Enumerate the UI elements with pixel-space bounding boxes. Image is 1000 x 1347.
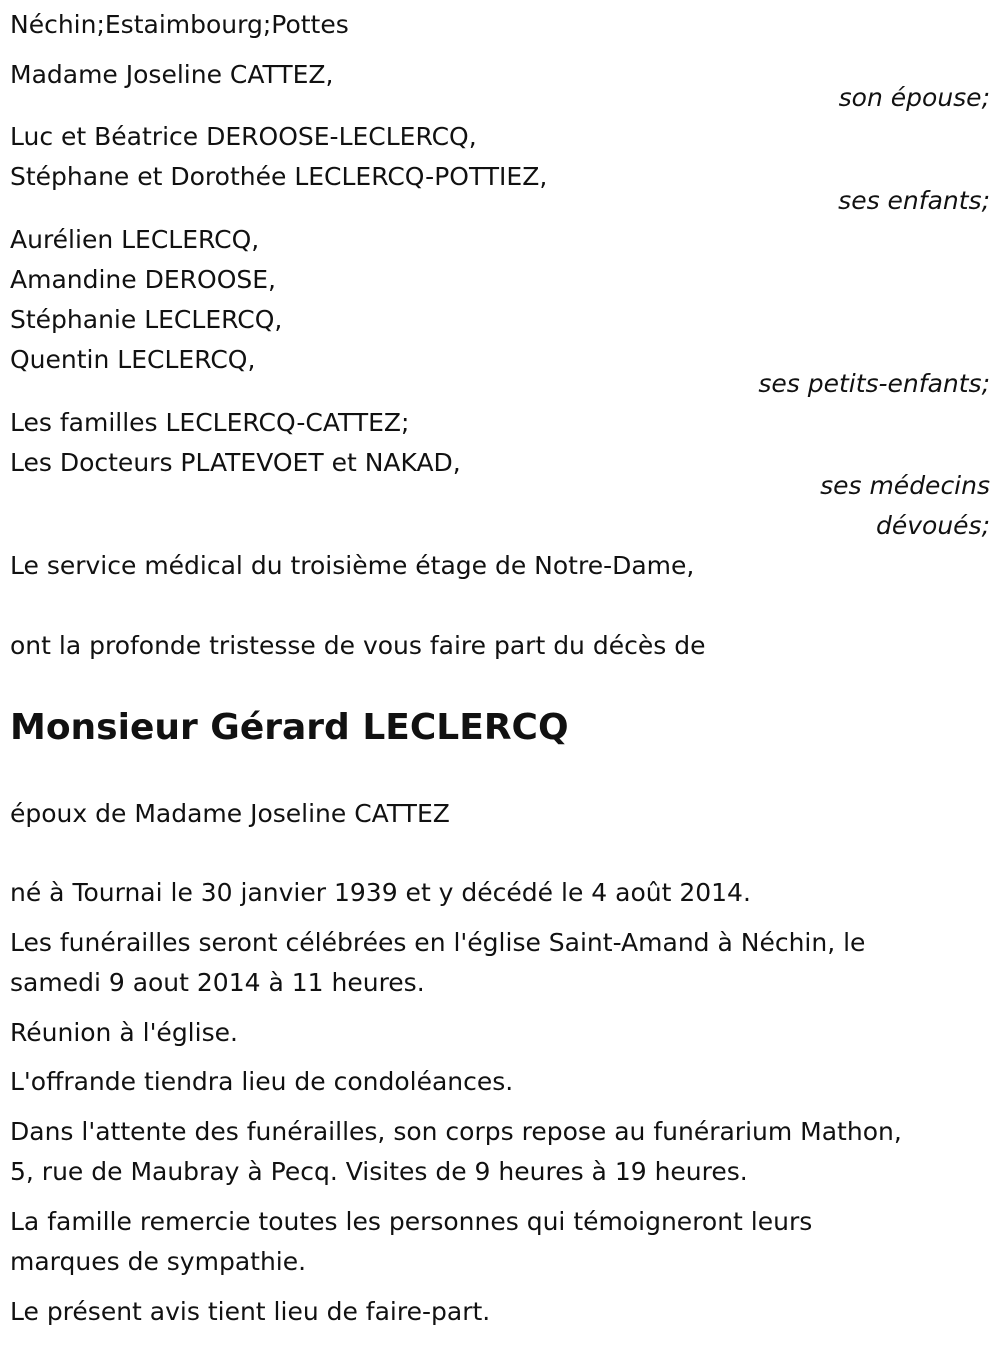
birth-death: né à Tournai le 30 janvier 1939 et y décédé le 4 août 2014.	[10, 878, 751, 907]
spouse-of: époux de Madame Joseline CATTEZ	[10, 799, 450, 828]
funeral-details: samedi 9 aout 2014 à 11 heures.	[10, 968, 425, 997]
child-name: Stéphane et Dorothée LECLERCQ-POTTIEZ,	[10, 162, 548, 191]
doctors-name: Les Docteurs PLATEVOET et NAKAD,	[10, 448, 461, 477]
children-relation: ses enfants;	[838, 186, 990, 215]
deceased-name: Monsieur Gérard LECLERCQ	[10, 707, 569, 748]
spouse-name: Madame Joseline CATTEZ,	[10, 60, 334, 89]
rest-details: 5, rue de Maubray à Pecq. Visites de 9 heures à 19 heures.	[10, 1157, 748, 1186]
announcement-intro: ont la profonde tristesse de vous faire part du décès de	[10, 631, 706, 660]
thanks-message: marques de sympathie.	[10, 1247, 307, 1276]
localities: Néchin;Estaimbourg;Pottes	[10, 10, 349, 39]
service-line: Le service médical du troisième étage de Notre-Dame,	[10, 551, 695, 580]
grandchildren-relation: ses petits-enfants;	[758, 369, 990, 398]
spouse-relation: son épouse;	[838, 83, 990, 112]
families-line: Les familles LECLERCQ-CATTEZ;	[10, 408, 410, 437]
doctors-relation: dévoués;	[875, 511, 990, 540]
meeting-info: Réunion à l'église.	[10, 1018, 238, 1047]
doctors-relation: ses médecins	[820, 471, 990, 500]
child-name: Luc et Béatrice DEROOSE-LECLERCQ,	[10, 122, 477, 151]
notice-line: Le présent avis tient lieu de faire-part.	[10, 1297, 491, 1326]
grandchild-name: Aurélien LECLERCQ,	[10, 225, 260, 254]
funeral-details: Les funérailles seront célébrées en l'église Saint-Amand à Néchin, le	[10, 928, 866, 957]
grandchild-name: Stéphanie LECLERCQ,	[10, 305, 283, 334]
grandchild-name: Amandine DEROOSE,	[10, 265, 276, 294]
grandchild-name: Quentin LECLERCQ,	[10, 345, 256, 374]
offering-info: L'offrande tiendra lieu de condoléances.	[10, 1067, 514, 1096]
rest-details: Dans l'attente des funérailles, son corps repose au funérarium Mathon,	[10, 1117, 902, 1146]
thanks-message: La famille remercie toutes les personnes qui témoigneront leurs	[10, 1207, 813, 1236]
